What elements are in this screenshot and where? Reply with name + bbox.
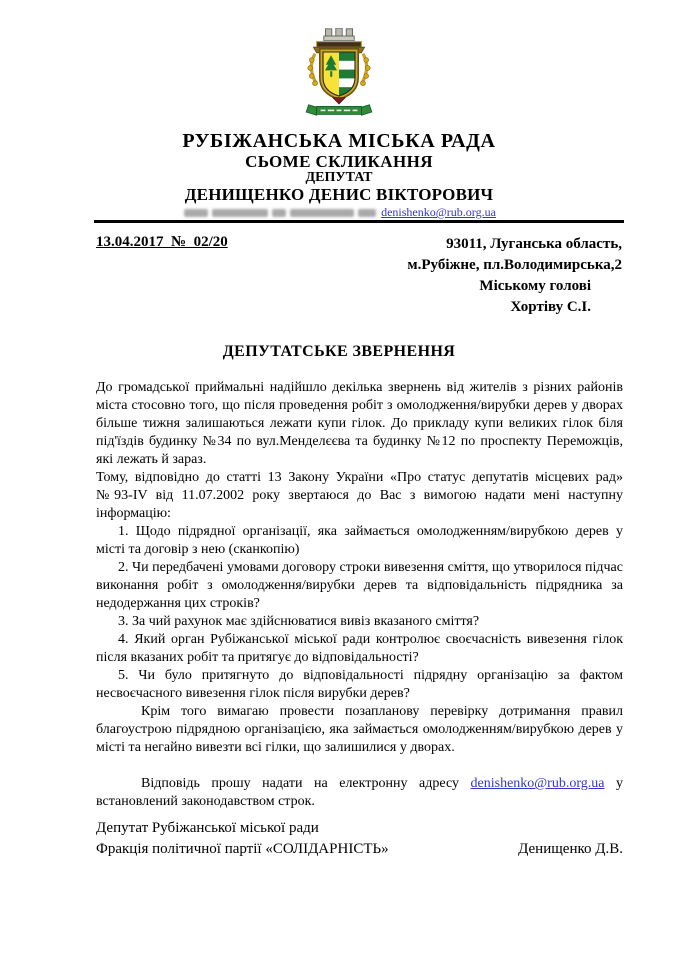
document-title: ДЕПУТАТСЬКЕ ЗВЕРНЕННЯ — [222, 343, 456, 360]
list-item-3-text: За чий рахунок має здійснюватися вивіз вказаного сміття? — [132, 614, 480, 629]
list-item-2-text: Чи передбачені умовами договору строки вивезення сміття, що утворилося підчас виконання робіт з омолодження/вирубки дерев та відповідальність підрядника за недодержання цих строків? — [96, 560, 623, 611]
list-item-3-number: 3. — [118, 614, 129, 629]
list-item-5 — [96, 667, 623, 703]
redacted-phone — [212, 209, 268, 217]
deputy-name: ДЕНИЩЕНКО ДЕНИС ВІКТОРОВИЧ — [184, 185, 494, 204]
list-item-1-text: Щодо підрядної організації, яка займається омолодженням/вирубкою дерев у місті та договір з нею (сканкопію) — [96, 524, 624, 557]
list-item-1-number: 1. — [118, 524, 129, 539]
list-item-4 — [96, 631, 623, 667]
list-item-3 — [96, 613, 623, 631]
addressee-block — [322, 234, 622, 318]
role-line: ДЕПУТАТ — [305, 170, 373, 185]
document-body — [96, 379, 623, 811]
redacted-address — [358, 209, 376, 217]
addressee-person: Хортіву С.І. — [510, 299, 591, 315]
body-reply-paragraph — [96, 775, 623, 811]
list-item-5-text: Чи було притягнуто до відповідальності підрядну організацію за фактом несвоєчасного вивезення гілок після вирубки дерев? — [96, 668, 623, 701]
signature-name: Денищенко Д.В. — [518, 841, 623, 857]
city-coat-of-arms — [299, 28, 379, 125]
list-item-1 — [96, 523, 623, 559]
signature-position: Депутат Рубіжанської міської ради — [96, 820, 319, 836]
wheat-ornament-right — [361, 54, 371, 86]
signature-faction: Фракція політичної партії «СОЛІДАРНІСТЬ» — [96, 841, 389, 857]
header-divider — [94, 220, 624, 223]
redacted-address — [272, 209, 286, 217]
header-email-link[interactable]: denishenko@rub.org.ua — [381, 205, 496, 219]
ribbon-banner — [306, 105, 372, 115]
reply-text-before: Відповідь прошу надати на електронну адресу — [141, 776, 471, 791]
organization-name: РУБІЖАНСЬКА МІСЬКА РАДА — [182, 130, 496, 152]
crown-icon — [324, 28, 354, 41]
body-paragraph-1: До громадської приймальні надійшло декілька звернень від жителів з різних районів міста стосовно того, що після проведення робіт з омолодження/вирубки дерев у дворах більше тижня залишаються лежати купи гілок. До прикладу купи великих гілок біля під'їздів будинку №34 по вул.Менделєєва та будинку №12 по проспекту Переможців, які лежать й зараз. — [96, 380, 623, 467]
addressee-postal: 93011, Луганська область, — [446, 236, 622, 252]
wheat-ornament-left — [308, 54, 318, 86]
contact-line — [0, 205, 678, 220]
addressee-street: м.Рубіжне, пл.Володимирська,2 — [407, 257, 622, 273]
body-paragraph-3: Крім того вимагаю провести позапланову перевірку дотримання правил благоустрою підрядною організацією, яка займається омолодженням/вирубкою дерев у місті та негайно вивезти всі гілки, що залишилися у дворах. — [96, 704, 623, 755]
convocation-line: СЬОМЕ СКЛИКАННЯ — [245, 152, 433, 171]
body-email-link[interactable]: denishenko@rub.org.ua — [470, 776, 605, 791]
list-item-2 — [96, 559, 623, 613]
redacted-address — [290, 209, 354, 217]
body-paragraph-2: Тому, відповідно до статті 13 Закону України «Про статус депутатів місцевих рад» №93-IV від 11.07.2002 року звертаюся до Вас з вимогою надати мені наступну інформацію: — [96, 470, 623, 521]
redacted-phone — [184, 209, 208, 217]
signature-block — [96, 818, 623, 860]
list-item-5-number: 5. — [118, 668, 129, 683]
list-item-2-number: 2. — [118, 560, 129, 575]
reply-text-after: у встановлений законодавством строк. — [96, 776, 623, 809]
list-item-4-number: 4. — [118, 632, 129, 647]
reference-date-number: 13.04.2017 № 02/20 — [96, 234, 228, 250]
coat-of-arms-graphic — [299, 28, 379, 120]
shield-base — [333, 98, 346, 104]
list-item-4-text: Який орган Рубіжанської міської ради контролює своєчасність вивезення гілок після вказаних робіт та притягує до відповідальності? — [96, 632, 623, 665]
addressee-position: Міському голові — [479, 278, 591, 294]
